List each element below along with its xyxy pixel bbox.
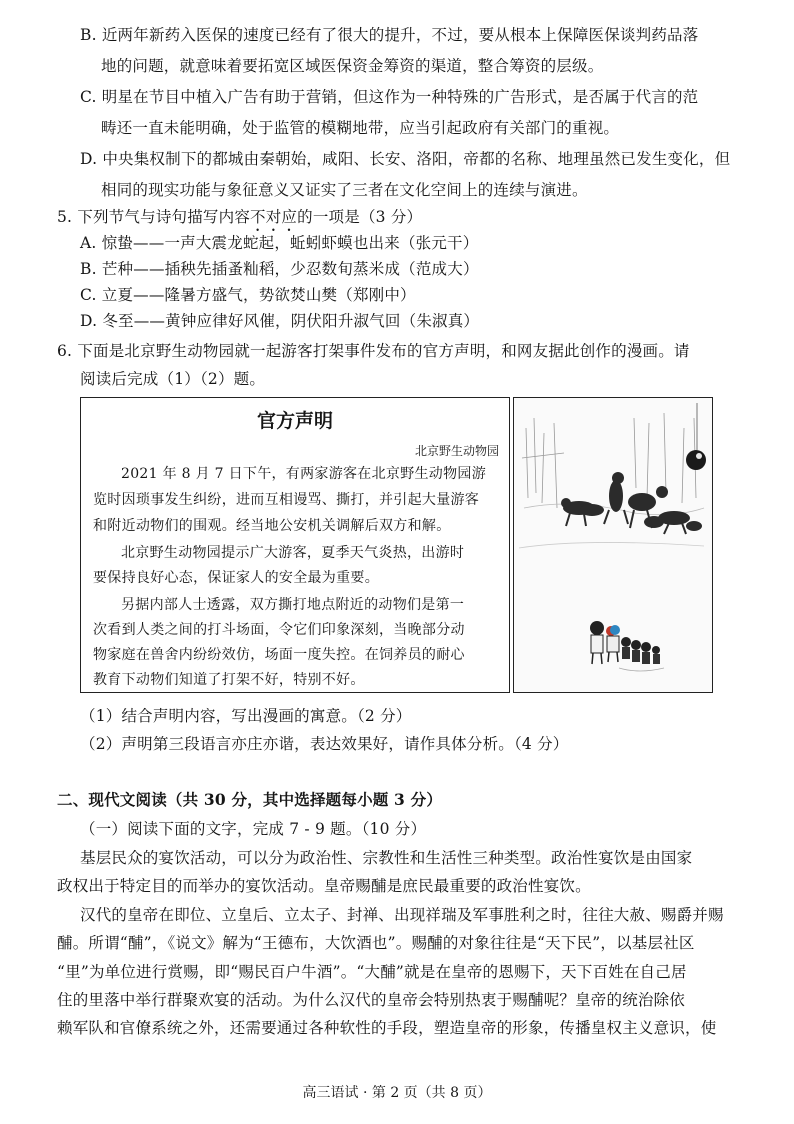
q6-subquestion-1: （1）结合声明内容，写出漫画的寓意。（2 分） — [80, 707, 412, 725]
statement-issuer: 北京野生动物园 — [414, 444, 499, 458]
question-6-stem-line1: 6. 下面是北京野生动物园就一起游客打架事件发布的官方声明，和网友据此创作的漫画。请 — [57, 342, 690, 360]
statement-line: 要保持良好心态，保证家人的安全最为重要。 — [93, 570, 379, 586]
option-b-line2: 地的问题，就意味着要拓宽区域医保资金筹资的渠道，整合筹资的层级。 — [101, 57, 604, 75]
passage-line: 住的里落中举行群聚欢宴的活动。为什么汉代的皇帝会特别热衷于赐酺呢？皇帝的统治除依 — [57, 991, 686, 1009]
passage-line: 基层民众的宴饮活动，可以分为政治性、宗教性和生活性三种类型。政治性宴饮是由国家 — [80, 849, 693, 867]
statement-line: 另据内部人士透露，双方撕打地点附近的动物们是第一 — [121, 597, 465, 613]
q5-option-d: D. 冬至——黄钟应律好风催，阴伏阳升淑气回（朱淑真） — [80, 312, 480, 330]
statement-line: 2021 年 8 月 7 日下午，有两家游客在北京野生动物园游 — [121, 466, 486, 482]
statement-line: 次看到人类之间的打斗场面，令它们印象深刻，当晚部分动 — [93, 622, 465, 638]
statement-line: 览时因琐事发生纠纷，进而互相谩骂、撕打，并引起大量游客 — [93, 492, 480, 508]
question-5-stem: 5. 下列节气与诗句描写内容不对应的一项是（3 分） — [57, 208, 423, 226]
q6-subquestion-2: （2）声明第三段语言亦庄亦谐，表达效果好，请作具体分析。（4 分） — [80, 735, 569, 753]
q5-option-b: B. 芒种——插秧先插蚤籼稻，少忍数旬蒸米成（范成大） — [80, 260, 479, 278]
option-d-line1: D. 中央集权制下的都城由秦朝始，咸阳、长安、洛阳，帝都的名称、地理虽然已发生变化，但 — [80, 150, 731, 168]
page-footer: 高三语试 · 第 2 页（共 8 页） — [302, 1085, 492, 1101]
option-b-line1: B. 近两年新药入医保的速度已经有了很大的提升，不过，要从根本上保障医保谈判药品落 — [80, 26, 699, 44]
passage-line: 赖军队和官僚系统之外，还需要通过各种软性的手段，塑造皇帝的形象，传播皇权主义意识，使 — [57, 1019, 717, 1037]
statement-line: 和附近动物们的围观。经当地公安机关调解后双方和解。 — [93, 518, 451, 534]
question-6-stem-line2: 阅读后完成（1）（2）题。 — [80, 370, 266, 388]
q5-option-a: A. 惊蛰——一声大震龙蛇起，蚯蚓虾蟆也出来（张元干） — [80, 234, 479, 252]
emphasis-not-match: 不对应 — [250, 208, 298, 226]
statement-line: 教育下动物们知道了打架不好，特别不好。 — [93, 672, 365, 688]
passage-line: 酺。所谓“酺”，《说文》解为“王德布，大饮酒也”。赐酺的对象往往是“天下民”，以基层社区 — [57, 934, 695, 952]
option-c-line2: 畴还一直未能明确，处于监管的模糊地带，应当引起政府有关部门的重视。 — [101, 119, 620, 137]
statement-title: 官方声明 — [256, 410, 333, 432]
section-2-subheading: （一）阅读下面的文字，完成 7 - 9 题。（10 分） — [80, 820, 427, 838]
statement-line: 北京野生动物园提示广大游客，夏季天气炎热，出游时 — [121, 545, 465, 561]
passage-line: 汉代的皇帝在即位、立皇后、立太子、封禅、出现祥瑞及军事胜利之时，往往大赦、赐爵并赐 — [80, 906, 724, 924]
q5-option-c: C. 立夏——隆暑方盛气，势欲焚山樊（郑刚中） — [80, 286, 416, 304]
option-d-line2: 相同的现实功能与象征意义又证实了三者在文化空间上的连续与演进。 — [101, 181, 588, 199]
statement-line: 物家庭在兽舍内纷纷效仿，场面一度失控。在饲养员的耐心 — [93, 647, 465, 663]
section-2-heading: 二、现代文阅读（共 30 分，其中选择题每小题 3 分） — [57, 790, 443, 809]
passage-line: 政权出于特定目的而举办的宴饮活动。皇帝赐酺是庶民最重要的政治性宴饮。 — [57, 877, 591, 895]
passage-line: “里”为单位进行赏赐，即“赐民百户牛酒”。“大酺”就是在皇帝的恩赐下，天下百姓在自己居 — [57, 963, 687, 981]
official-statement-box — [80, 397, 510, 693]
option-c-line1: C. 明星在节目中植入广告有助于营销，但这作为一种特殊的广告形式，是否属于代言的范 — [80, 88, 699, 106]
cartoon-drawing — [514, 398, 711, 691]
cartoon-illustration — [513, 397, 713, 693]
